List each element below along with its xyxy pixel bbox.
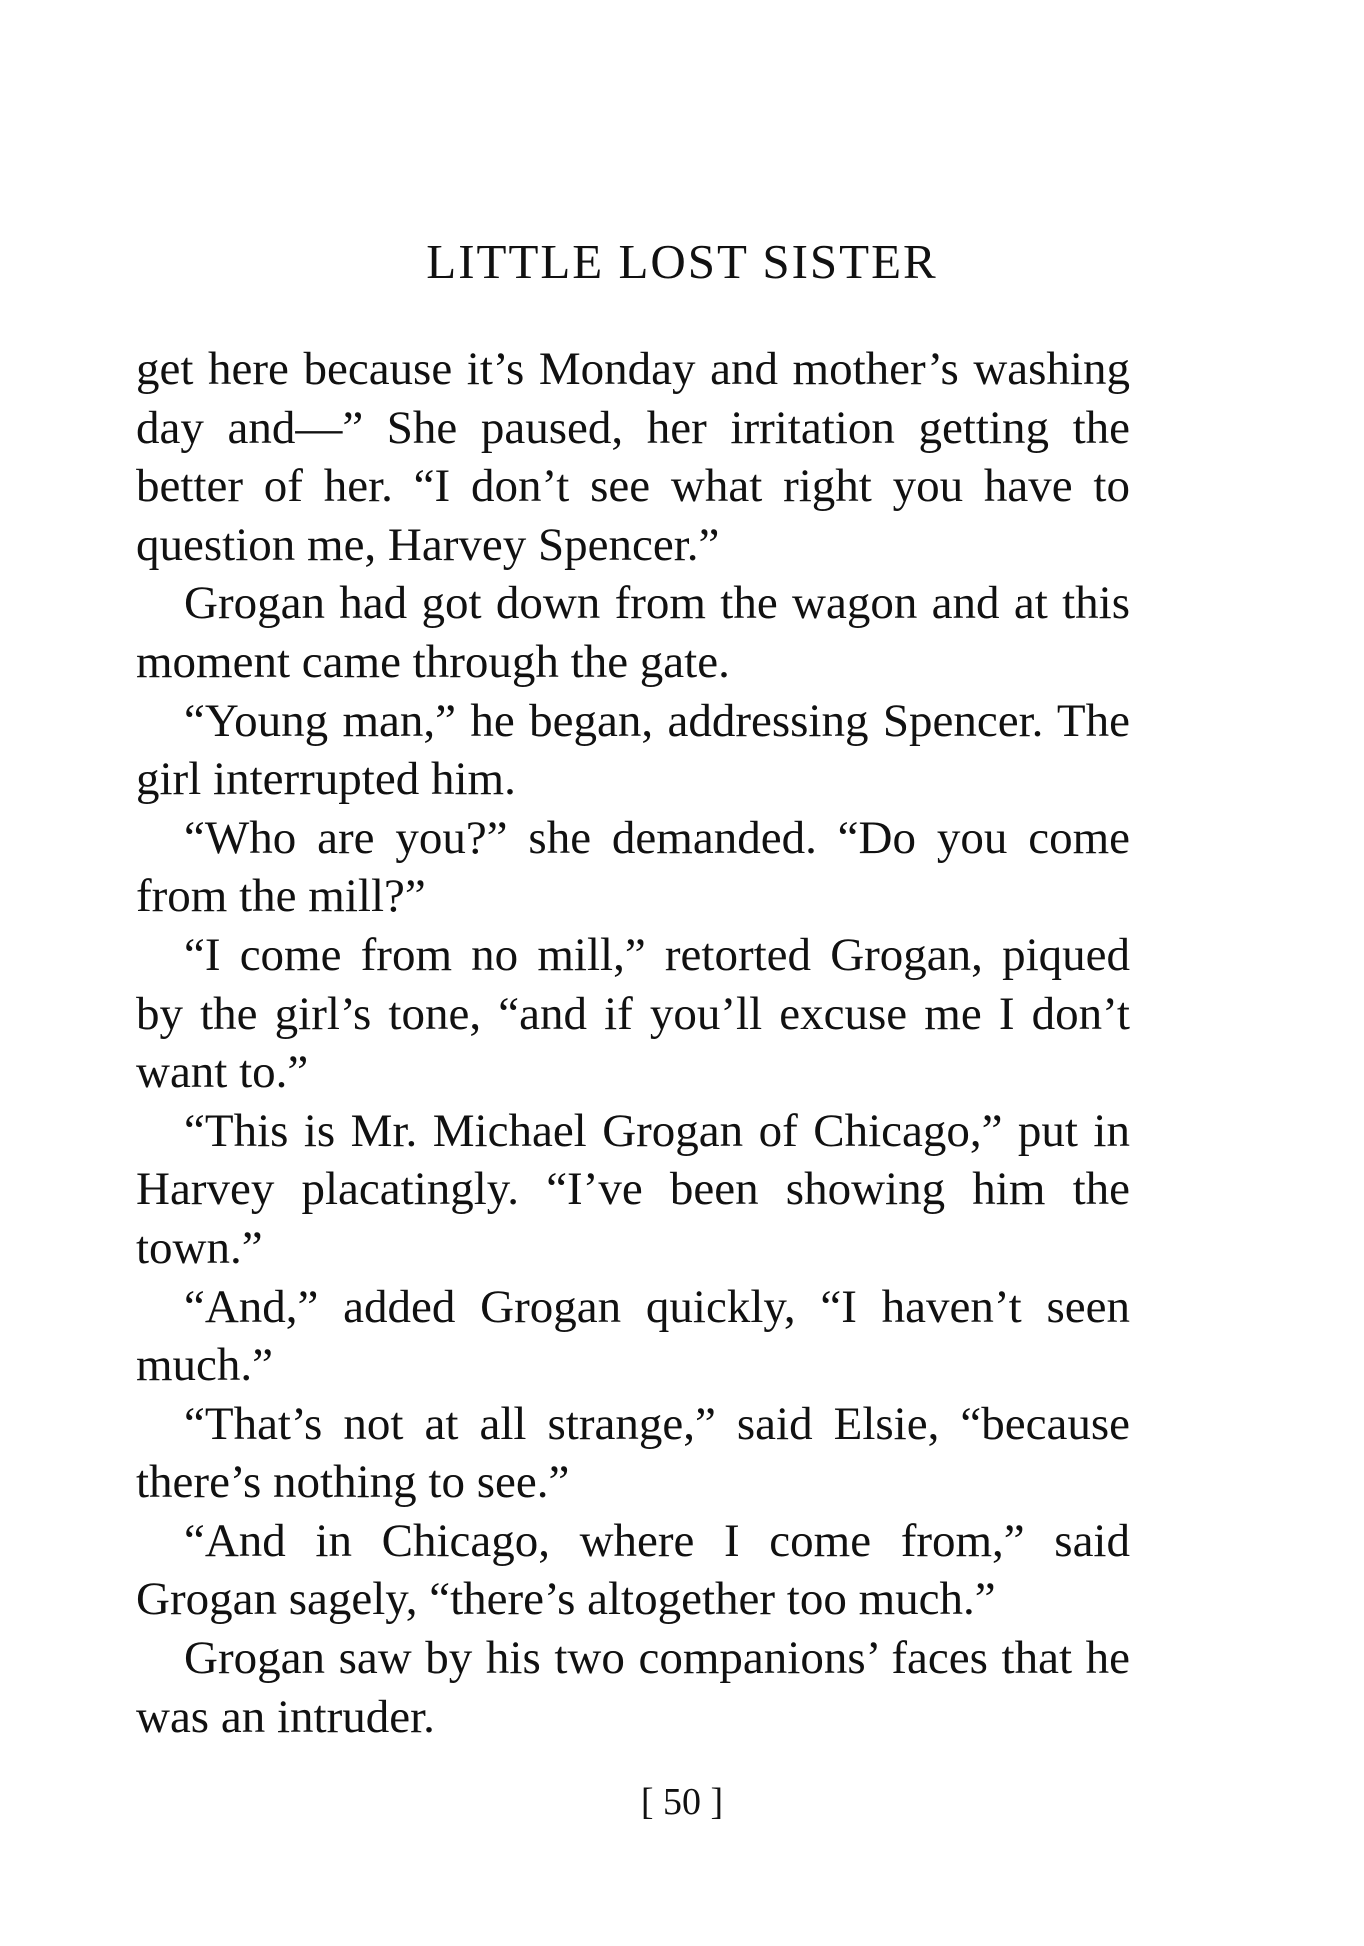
paragraph: Grogan saw by his two companions’ faces that he was an intruder. <box>136 1632 1130 1743</box>
paragraph: “That’s not at all strange,” said Elsie, “because there’s nothing to see.” <box>136 1397 1130 1509</box>
paragraph: “I come from no mill,” retorted Grogan, piqued by the girl’s tone, “and if you’ll excuse me I don’t want to.” <box>136 928 1130 1099</box>
paragraph: “And in Chicago, where I come from,” said Grogan sagely, “there’s altogether too much.” <box>136 1514 1130 1626</box>
paragraph: “Young man,” he began, addressing Spencer. The girl interrupted him. <box>136 694 1130 806</box>
paragraph: get here because it’s Monday and mother’s washing day and—” She paused, her irritation getting the better of her. “I don’t see what right you have to question me, Harvey Spencer.” <box>136 343 1130 571</box>
body-text <box>136 340 1130 1746</box>
paragraph: Grogan had got down from the wagon and at this moment came through the gate. <box>136 577 1130 688</box>
paragraph: “Who are you?” she demanded. “Do you come from the mill?” <box>136 811 1130 923</box>
paragraph: “And,” added Grogan quickly, “I haven’t seen much.” <box>136 1280 1130 1392</box>
running-head: LITTLE LOST SISTER <box>426 234 938 289</box>
page-number: [ 50 ] <box>640 1781 724 1823</box>
paragraph: “This is Mr. Michael Grogan of Chicago,” put in Harvey placatingly. “I’ve been showing him the town.” <box>136 1104 1130 1274</box>
